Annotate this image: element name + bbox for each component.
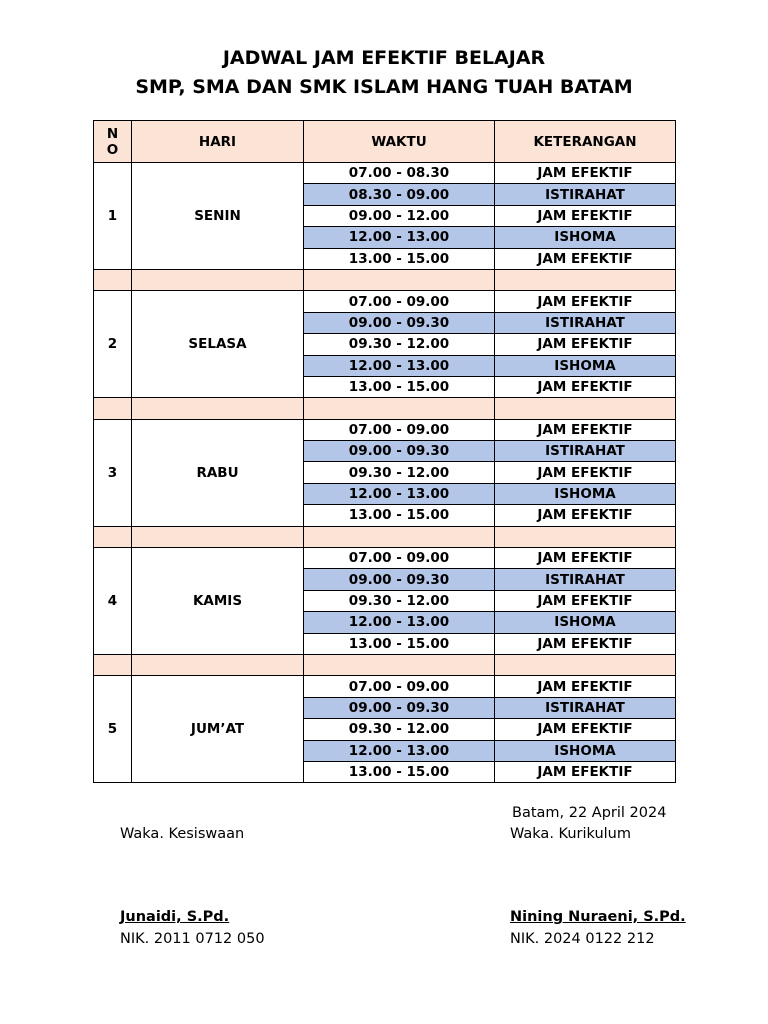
slot-description: ISTIRAHAT <box>495 312 676 333</box>
separator-cell <box>304 398 495 419</box>
document-title: JADWAL JAM EFEKTIF BELAJAR <box>222 47 546 69</box>
header-hari: HARI <box>132 121 304 163</box>
time-slot: 09.00 - 12.00 <box>304 205 495 226</box>
schedule-body <box>94 163 676 783</box>
document-subtitle: SMP, SMA DAN SMK ISLAM HANG TUAH BATAM <box>135 76 633 98</box>
slot-description: ISHOMA <box>495 355 676 376</box>
separator-row <box>94 398 676 419</box>
time-slot: 09.30 - 12.00 <box>304 462 495 483</box>
separator-cell <box>495 526 676 547</box>
slot-description: JAM EFEKTIF <box>495 163 676 184</box>
schedule-table <box>93 120 676 783</box>
time-slot: 09.00 - 09.30 <box>304 569 495 590</box>
time-slot: 13.00 - 15.00 <box>304 505 495 526</box>
slot-description: ISHOMA <box>495 483 676 504</box>
separator-cell <box>94 398 132 419</box>
separator-cell <box>94 654 132 675</box>
time-slot: 09.30 - 12.00 <box>304 334 495 355</box>
table-row <box>94 291 676 312</box>
separator-cell <box>94 269 132 290</box>
day-name: RABU <box>132 419 304 526</box>
time-slot: 09.30 - 12.00 <box>304 719 495 740</box>
left-signer-role: Waka. Kesiswaan <box>120 826 245 842</box>
day-name: KAMIS <box>132 548 304 655</box>
separator-row <box>94 526 676 547</box>
right-signer-nik: NIK. 2024 0122 212 <box>510 931 655 947</box>
separator-cell <box>304 526 495 547</box>
slot-description: JAM EFEKTIF <box>495 505 676 526</box>
time-slot: 12.00 - 13.00 <box>304 355 495 376</box>
slot-description: JAM EFEKTIF <box>495 719 676 740</box>
day-number: 3 <box>94 419 132 526</box>
slot-description: ISTIRAHAT <box>495 569 676 590</box>
day-name: JUM’AT <box>132 676 304 783</box>
slot-description: ISTIRAHAT <box>495 697 676 718</box>
slot-description: ISHOMA <box>495 227 676 248</box>
separator-cell <box>132 269 304 290</box>
right-signer-name: Nining Nuraeni, S.Pd. <box>510 909 686 925</box>
separator-cell <box>495 269 676 290</box>
separator-cell <box>495 398 676 419</box>
day-name: SENIN <box>132 163 304 270</box>
time-slot: 12.00 - 13.00 <box>304 483 495 504</box>
separator-cell <box>304 269 495 290</box>
table-row <box>94 163 676 184</box>
table-row <box>94 548 676 569</box>
slot-description: JAM EFEKTIF <box>495 205 676 226</box>
time-slot: 13.00 - 15.00 <box>304 248 495 269</box>
time-slot: 12.00 - 13.00 <box>304 740 495 761</box>
table-row <box>94 419 676 440</box>
time-slot: 07.00 - 09.00 <box>304 548 495 569</box>
time-slot: 13.00 - 15.00 <box>304 761 495 782</box>
slot-description: JAM EFEKTIF <box>495 419 676 440</box>
time-slot: 13.00 - 15.00 <box>304 633 495 654</box>
separator-row <box>94 654 676 675</box>
day-name: SELASA <box>132 291 304 398</box>
separator-cell <box>94 526 132 547</box>
slot-description: ISHOMA <box>495 740 676 761</box>
slot-description: JAM EFEKTIF <box>495 376 676 397</box>
separator-row <box>94 269 676 290</box>
place-date: Batam, 22 April 2024 <box>512 805 667 821</box>
slot-description: JAM EFEKTIF <box>495 761 676 782</box>
time-slot: 09.00 - 09.30 <box>304 312 495 333</box>
header-keterangan: KETERANGAN <box>495 121 676 163</box>
slot-description: JAM EFEKTIF <box>495 462 676 483</box>
slot-description: JAM EFEKTIF <box>495 334 676 355</box>
time-slot: 07.00 - 09.00 <box>304 676 495 697</box>
table-header-row <box>94 121 676 163</box>
time-slot: 09.00 - 09.30 <box>304 697 495 718</box>
slot-description: ISHOMA <box>495 612 676 633</box>
header-waktu: WAKTU <box>304 121 495 163</box>
time-slot: 07.00 - 09.00 <box>304 291 495 312</box>
day-number: 5 <box>94 676 132 783</box>
header-no-line2: O <box>106 141 119 158</box>
day-number: 2 <box>94 291 132 398</box>
right-signer-role: Waka. Kurikulum <box>510 826 631 842</box>
separator-cell <box>132 398 304 419</box>
left-signer-nik: NIK. 2011 0712 050 <box>120 931 265 947</box>
separator-cell <box>495 654 676 675</box>
slot-description: JAM EFEKTIF <box>495 590 676 611</box>
time-slot: 12.00 - 13.00 <box>304 227 495 248</box>
time-slot: 09.30 - 12.00 <box>304 590 495 611</box>
separator-cell <box>304 654 495 675</box>
time-slot: 12.00 - 13.00 <box>304 612 495 633</box>
table-row <box>94 676 676 697</box>
slot-description: ISTIRAHAT <box>495 184 676 205</box>
header-no-line1: N <box>106 125 119 142</box>
time-slot: 07.00 - 08.30 <box>304 163 495 184</box>
time-slot: 08.30 - 09.00 <box>304 184 495 205</box>
slot-description: JAM EFEKTIF <box>495 633 676 654</box>
slot-description: ISTIRAHAT <box>495 441 676 462</box>
slot-description: JAM EFEKTIF <box>495 248 676 269</box>
slot-description: JAM EFEKTIF <box>495 548 676 569</box>
separator-cell <box>132 654 304 675</box>
time-slot: 13.00 - 15.00 <box>304 376 495 397</box>
header-no <box>94 121 132 163</box>
slot-description: JAM EFEKTIF <box>495 676 676 697</box>
separator-cell <box>132 526 304 547</box>
slot-description: JAM EFEKTIF <box>495 291 676 312</box>
day-number: 1 <box>94 163 132 270</box>
time-slot: 09.00 - 09.30 <box>304 441 495 462</box>
day-number: 4 <box>94 548 132 655</box>
left-signer-name: Junaidi, S.Pd. <box>120 909 230 925</box>
time-slot: 07.00 - 09.00 <box>304 419 495 440</box>
